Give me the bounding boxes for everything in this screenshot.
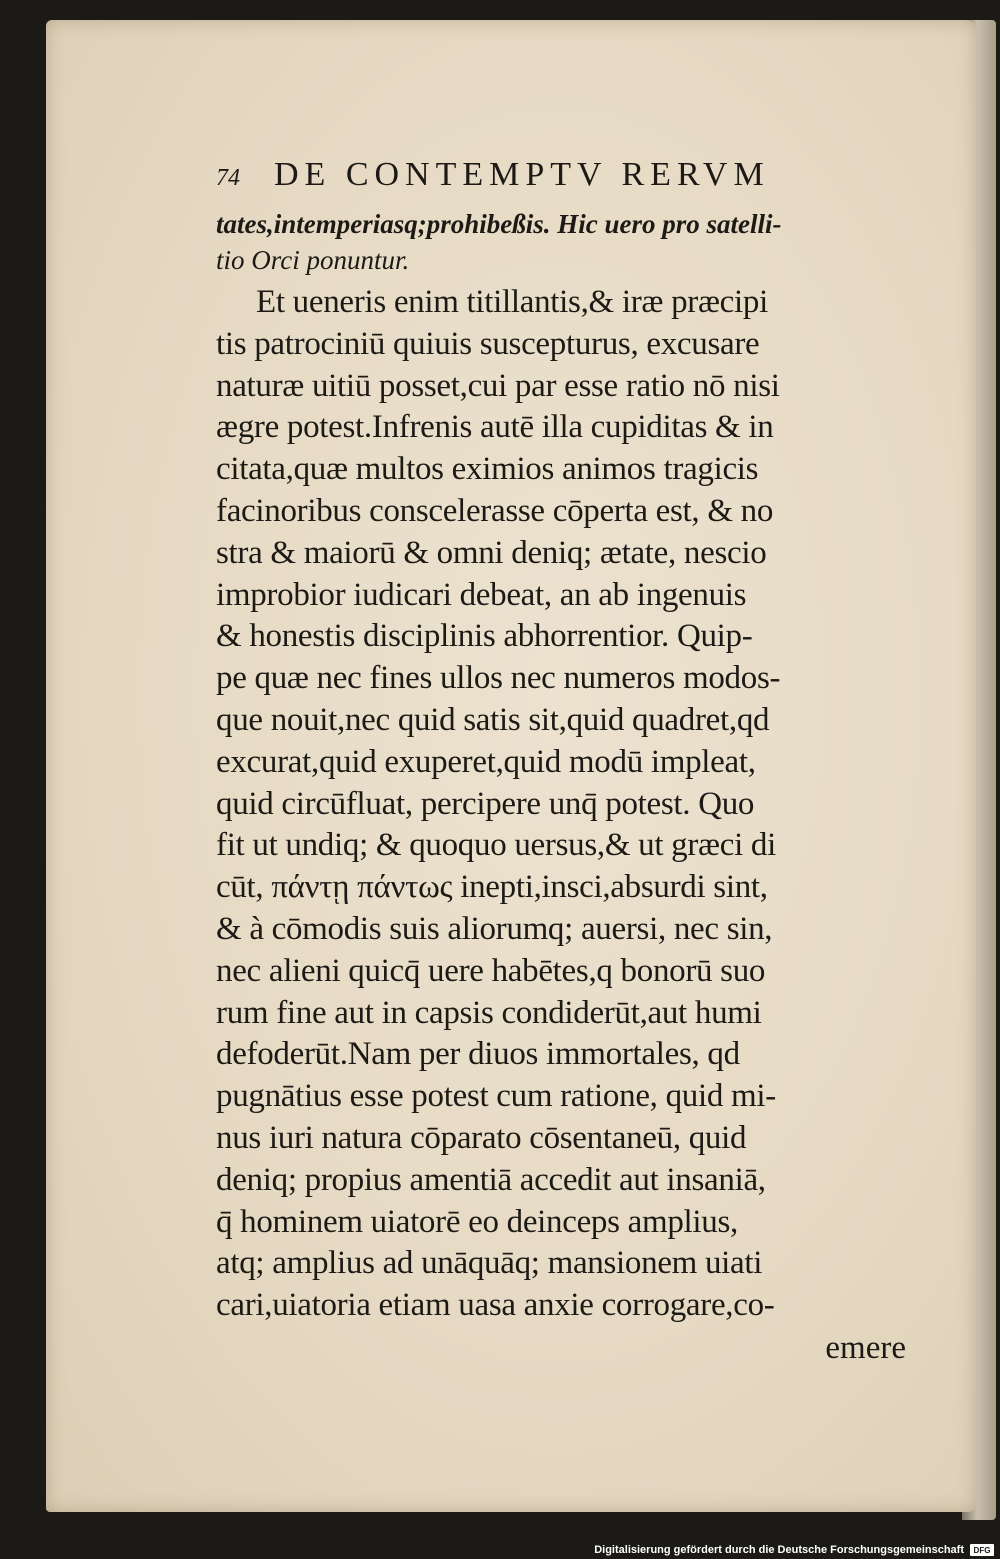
text-line: Et ueneris enim titillantis,& iræ præcipi xyxy=(256,284,768,320)
text-line: fit ut undiq; & quoquo uersus,& ut græci di xyxy=(216,827,776,864)
text-line: cūt, πάντῃ πάντως inepti,insci,absurdi sint, xyxy=(216,869,768,906)
text-line: defoderūt.Nam per diuos immortales, qd xyxy=(216,1036,740,1073)
page-header xyxy=(216,156,916,206)
text-line: nec alieni quicq̄ uere habētes,q bonorū suo xyxy=(216,952,766,989)
text-line: stra & maiorū & omni deniq; ætate, nescio xyxy=(216,534,767,571)
text-line: ægre potest.Infrenis autē illa cupiditas & in xyxy=(216,409,774,446)
body-text xyxy=(216,282,916,1327)
italic-passage xyxy=(216,206,916,278)
text-line: cari,uiatoria etiam uasa anxie corrogare,co- xyxy=(216,1287,775,1324)
text-line: naturæ uitiū posset,cui par esse ratio nō nisi xyxy=(216,367,780,404)
text-line: rum fine aut in capsis condiderūt,aut humi xyxy=(216,994,762,1031)
text-line: excurat,quid exuperet,quid modū impleat, xyxy=(216,743,756,780)
text-line: facinoribus conscelerasse cōperta est, & no xyxy=(216,492,774,529)
text-line: que nouit,nec quid satis sit,quid quadret,qd xyxy=(216,701,770,738)
italic-line: tio Orci ponuntur. xyxy=(216,245,410,275)
text-line: q̄ hominem uiatorē eo deinceps amplius, xyxy=(216,1203,738,1240)
text-line: citata,quæ multos eximios animos tragicis xyxy=(216,451,759,488)
text-line: quid circūfluat, percipere unq̄ potest. Quo xyxy=(216,785,755,822)
text-line: atq; amplius ad unāquāq; mansionem uiati xyxy=(216,1245,763,1282)
text-line: improbior iudicari debeat, an ab ingenuis xyxy=(216,576,747,613)
catchword: emere xyxy=(825,1329,906,1366)
italic-line: tates,intemperiasq;prohibeßis. Hic uero pro satelli- xyxy=(216,209,782,239)
text-line: deniq; propius amentiā accedit aut insaniā, xyxy=(216,1161,766,1198)
text-line: tis patrociniū quiuis suscepturus, excusare xyxy=(216,325,760,362)
text-line: nus iuri natura cōparato cōsentaneū, quid xyxy=(216,1119,747,1156)
text-line: & à cōmodis suis aliorumq; auersi, nec sin, xyxy=(216,910,773,947)
text-line: pugnātius esse potest cum ratione, quid mi- xyxy=(216,1078,776,1115)
credit-text: Digitalisierung gefördert durch die Deutsche Forschungsgemeinschaft xyxy=(594,1544,964,1556)
text-block xyxy=(216,156,916,1369)
dfg-logo: DFG xyxy=(970,1544,994,1556)
text-line: & honestis disciplinis abhorrentior. Quip- xyxy=(216,618,753,655)
page-number: 74 xyxy=(216,165,240,191)
running-head: DE CONTEMPTV RERVM xyxy=(274,156,770,193)
text-line: pe quæ nec fines ullos nec numeros modos- xyxy=(216,660,781,697)
digitization-credit xyxy=(594,1544,994,1556)
